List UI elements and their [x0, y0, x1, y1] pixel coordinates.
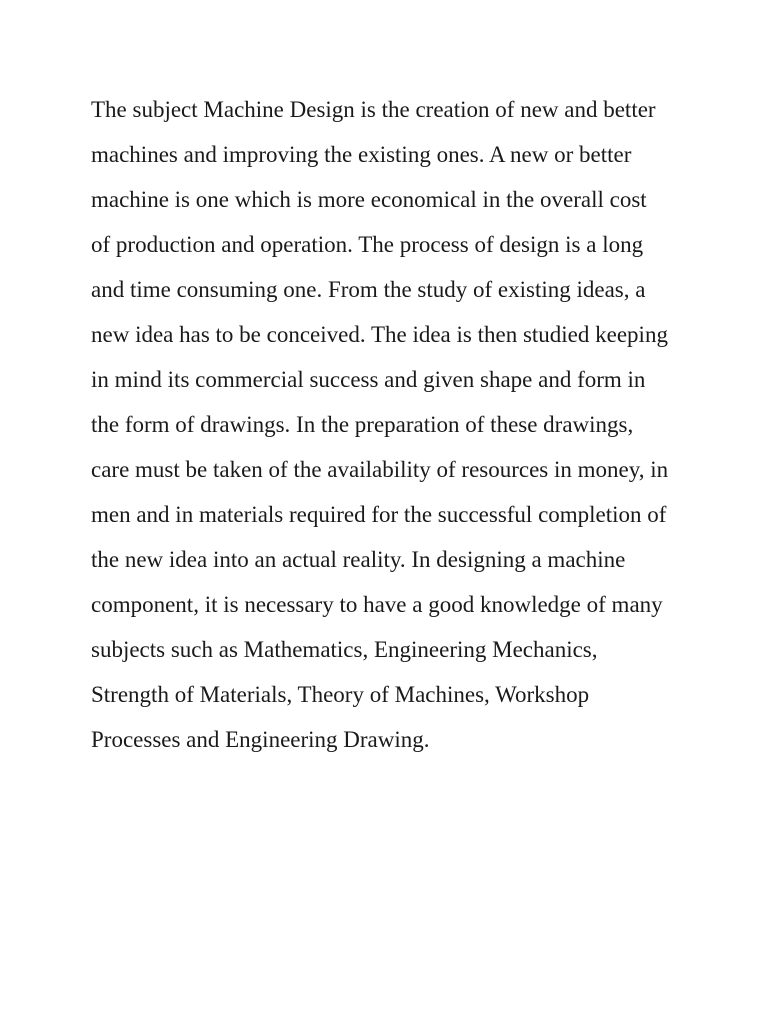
paragraph-line: new idea has to be conceived. The idea is then studied keeping	[91, 322, 668, 347]
paragraph-line: the new idea into an actual reality. In designing a machine	[91, 547, 626, 572]
paragraph-line: the form of drawings. In the preparation of these drawings,	[91, 412, 634, 437]
paragraph-line: The subject Machine Design is the creation of new and better	[91, 97, 656, 122]
paragraph-line: subjects such as Mathematics, Engineering Mechanics,	[91, 637, 598, 662]
paragraph-line: in mind its commercial success and given shape and form in	[91, 367, 646, 392]
paragraph-line: and time consuming one. From the study of existing ideas, a	[91, 277, 646, 302]
paragraph-line: Strength of Materials, Theory of Machines, Workshop	[91, 682, 590, 707]
paragraph-line: machine is one which is more economical in the overall cost	[91, 187, 647, 212]
paragraph-line: component, it is necessary to have a good knowledge of many	[91, 592, 663, 617]
paragraph-line: machines and improving the existing ones. A new or better	[91, 142, 632, 167]
paragraph-line: care must be taken of the availability of resources in money, in	[91, 457, 669, 482]
paragraph-line: men and in materials required for the successful completion of	[91, 502, 667, 527]
paragraph-line: of production and operation. The process of design is a long	[91, 232, 644, 257]
body-paragraph	[91, 87, 751, 762]
paragraph-line: Processes and Engineering Drawing.	[91, 727, 430, 752]
